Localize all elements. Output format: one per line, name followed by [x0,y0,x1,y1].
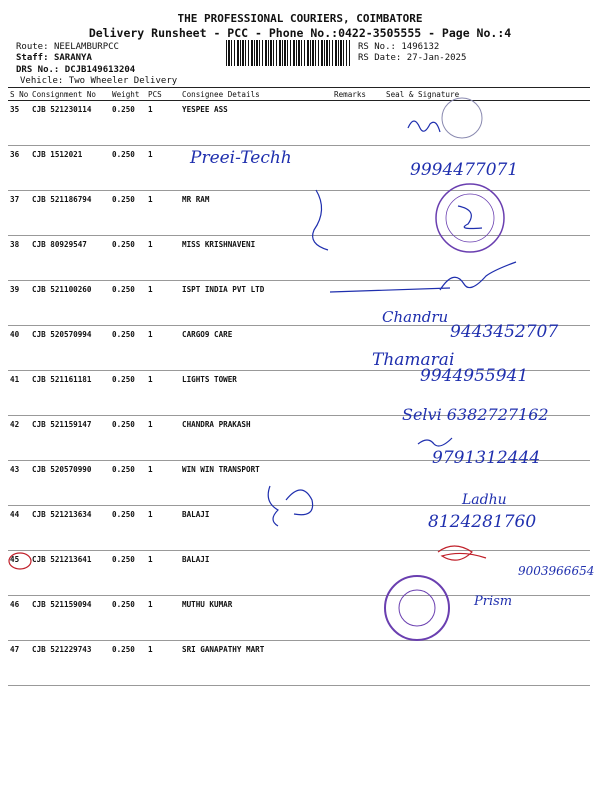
cell-seal-signature [384,101,590,146]
cell-consignment-no: CJB 521229743 [30,641,110,686]
cell-consignee: YESPEE ASS [180,101,332,146]
cell-remarks [332,461,384,506]
cell-seal-signature [384,146,590,191]
cell-remarks [332,371,384,416]
table-header-row [8,88,590,101]
cell-remarks [332,506,384,551]
route-value: NEELAMBURPCC [53,42,119,52]
cell-consignment-no: CJB 521213641 [30,551,110,596]
cell-consignment-no: CJB 521161181 [30,371,110,416]
cell-sno: 37 [8,191,30,236]
cell-weight: 0.250 [110,461,146,506]
cell-remarks [332,101,384,146]
cell-consignee: CARGO9 CARE [180,326,332,371]
cell-consignee: WIN WIN TRANSPORT [180,461,332,506]
table-row [8,146,590,191]
handwritten-signature-42: Selvi 6382727162 [402,405,549,424]
handwritten-signature-47: Prism [474,594,513,609]
cell-remarks [332,281,384,326]
cell-consignee: CHANDRA PRAKASH [180,416,332,461]
staff-value: SARANYA [53,53,92,63]
cell-consignment-no: CJB 520570994 [30,326,110,371]
table-row [8,101,590,146]
cell-remarks [332,551,384,596]
handwritten-consignee-36: Preei-Techh [190,148,292,168]
cell-sno: 44 [8,506,30,551]
drs-value: DCJB149613204 [64,65,136,75]
col-consignment: Consignment No [30,88,110,101]
cell-seal-signature [384,596,590,641]
table-row [8,326,590,371]
handwritten-name-45: Ladhu [462,492,507,508]
col-remarks: Remarks [332,88,384,101]
company-title: THE PROFESSIONAL COURIERS, COIMBATORE [177,12,423,25]
cell-weight: 0.250 [110,236,146,281]
cell-sno: 36 [8,146,30,191]
cell-consignment-no: CJB 521159147 [30,416,110,461]
cell-sno: 35 [8,101,30,146]
cell-weight: 0.250 [110,281,146,326]
cell-seal-signature [384,641,590,686]
rs-date-value: 27-Jan-2025 [406,53,467,63]
cell-weight: 0.250 [110,551,146,596]
cell-consignee [180,146,332,191]
cell-seal-signature [384,326,590,371]
cell-pcs: 1 [146,461,180,506]
cell-sno: 47 [8,641,30,686]
cell-remarks [332,236,384,281]
cell-seal-signature [384,191,590,236]
cell-weight: 0.250 [110,146,146,191]
handwritten-phone-45: 8124281760 [428,512,537,532]
table-row [8,281,590,326]
cell-consignee: BALAJI [180,551,332,596]
cell-remarks [332,596,384,641]
table-row [8,596,590,641]
cell-seal-signature [384,281,590,326]
cell-pcs: 1 [146,146,180,191]
cell-consignee: ISPT INDIA PVT LTD [180,281,332,326]
cell-consignment-no: CJB 521213634 [30,506,110,551]
cell-consignee: MISS KRISHNAVENI [180,236,332,281]
cell-consignee: MR RAM [180,191,332,236]
cell-consignment-no: CJB 521100260 [30,281,110,326]
cell-weight: 0.250 [110,191,146,236]
cell-weight: 0.250 [110,326,146,371]
cell-pcs: 1 [146,281,180,326]
table-row [8,371,590,416]
cell-weight: 0.250 [110,506,146,551]
route-line: Route: NEELAMBURPCC [16,42,119,52]
cell-seal-signature [384,416,590,461]
handwritten-phone-46: 9003966654 [518,564,595,578]
staff-line: Staff: SARANYA [16,53,92,63]
cell-sno: 38 [8,236,30,281]
cell-pcs: 1 [146,641,180,686]
col-pcs: PCS [146,88,180,101]
cell-sno: 41 [8,371,30,416]
vehicle-value: Two Wheeler Delivery [68,76,178,86]
handwritten-phone-41: 9944955941 [420,366,529,386]
cell-remarks [332,191,384,236]
cell-consignee: LIGHTS TOWER [180,371,332,416]
cell-consignment-no: CJB 521159094 [30,596,110,641]
cell-remarks [332,326,384,371]
cell-weight: 0.250 [110,416,146,461]
cell-consignment-no: CJB 80929547 [30,236,110,281]
cell-weight: 0.250 [110,596,146,641]
table-row [8,416,590,461]
table-row [8,641,590,686]
cell-consignee: BALAJI [180,506,332,551]
cell-consignee: SRI GANAPATHY MART [180,641,332,686]
col-consignee: Consignee Details [180,88,332,101]
cell-weight: 0.250 [110,371,146,416]
cell-pcs: 1 [146,596,180,641]
cell-consignee: MUTHU KUMAR [180,596,332,641]
cell-pcs: 1 [146,236,180,281]
handwritten-name-41: Thamarai [372,350,455,370]
handwritten-phone-36: 9994477071 [410,160,519,180]
col-weight: Weight [110,88,146,101]
cell-pcs: 1 [146,326,180,371]
cell-consignment-no: CJB 521230114 [30,101,110,146]
drs-line: DRS No.: DCJB149613204 [16,65,136,75]
cell-remarks [332,641,384,686]
cell-seal-signature [384,236,590,281]
rs-date-line: RS Date: 27-Jan-2025 [358,53,467,63]
cell-consignment-no: CJB 1512021 [30,146,110,191]
barcode [226,40,350,66]
cell-remarks [332,146,384,191]
cell-seal-signature [384,371,590,416]
cell-sno: 43 [8,461,30,506]
col-sno: S No [10,89,29,99]
cell-sno: 39 [8,281,30,326]
table-row [8,506,590,551]
rs-no-value: 1496132 [401,42,440,52]
handwritten-name-40: Chandru [382,308,449,326]
cell-remarks [332,416,384,461]
cell-sno: 42 [8,416,30,461]
runsheet-subtitle: Delivery Runsheet - PCC - Phone No.:0422-3505555 - Page No.:4 [88,26,512,40]
runsheet-table [8,87,590,686]
cell-pcs: 1 [146,416,180,461]
cell-pcs: 1 [146,551,180,596]
table-row [8,461,590,506]
col-seal-signature: Seal & Signature [384,88,590,101]
cell-pcs: 1 [146,101,180,146]
cell-seal-signature [384,461,590,506]
cell-sno: 40 [8,326,30,371]
cell-seal-signature [384,506,590,551]
handwritten-phone-40: 9443452707 [450,322,559,342]
cell-consignment-no: CJB 521186794 [30,191,110,236]
cell-weight: 0.250 [110,641,146,686]
cell-sno: 45 [8,551,30,596]
cell-weight: 0.250 [110,101,146,146]
cell-sno: 46 [8,596,30,641]
table-row [8,191,590,236]
cell-consignment-no: CJB 520570990 [30,461,110,506]
cell-seal-signature [384,551,590,596]
cell-pcs: 1 [146,191,180,236]
table-row [8,236,590,281]
cell-pcs: 1 [146,506,180,551]
vehicle-line: Vehicle: Two Wheeler Delivery [20,76,178,86]
rs-no-line: RS No.: 1496132 [358,42,440,52]
handwritten-phone-43: 9791312444 [432,448,541,468]
table-row [8,551,590,596]
cell-pcs: 1 [146,371,180,416]
